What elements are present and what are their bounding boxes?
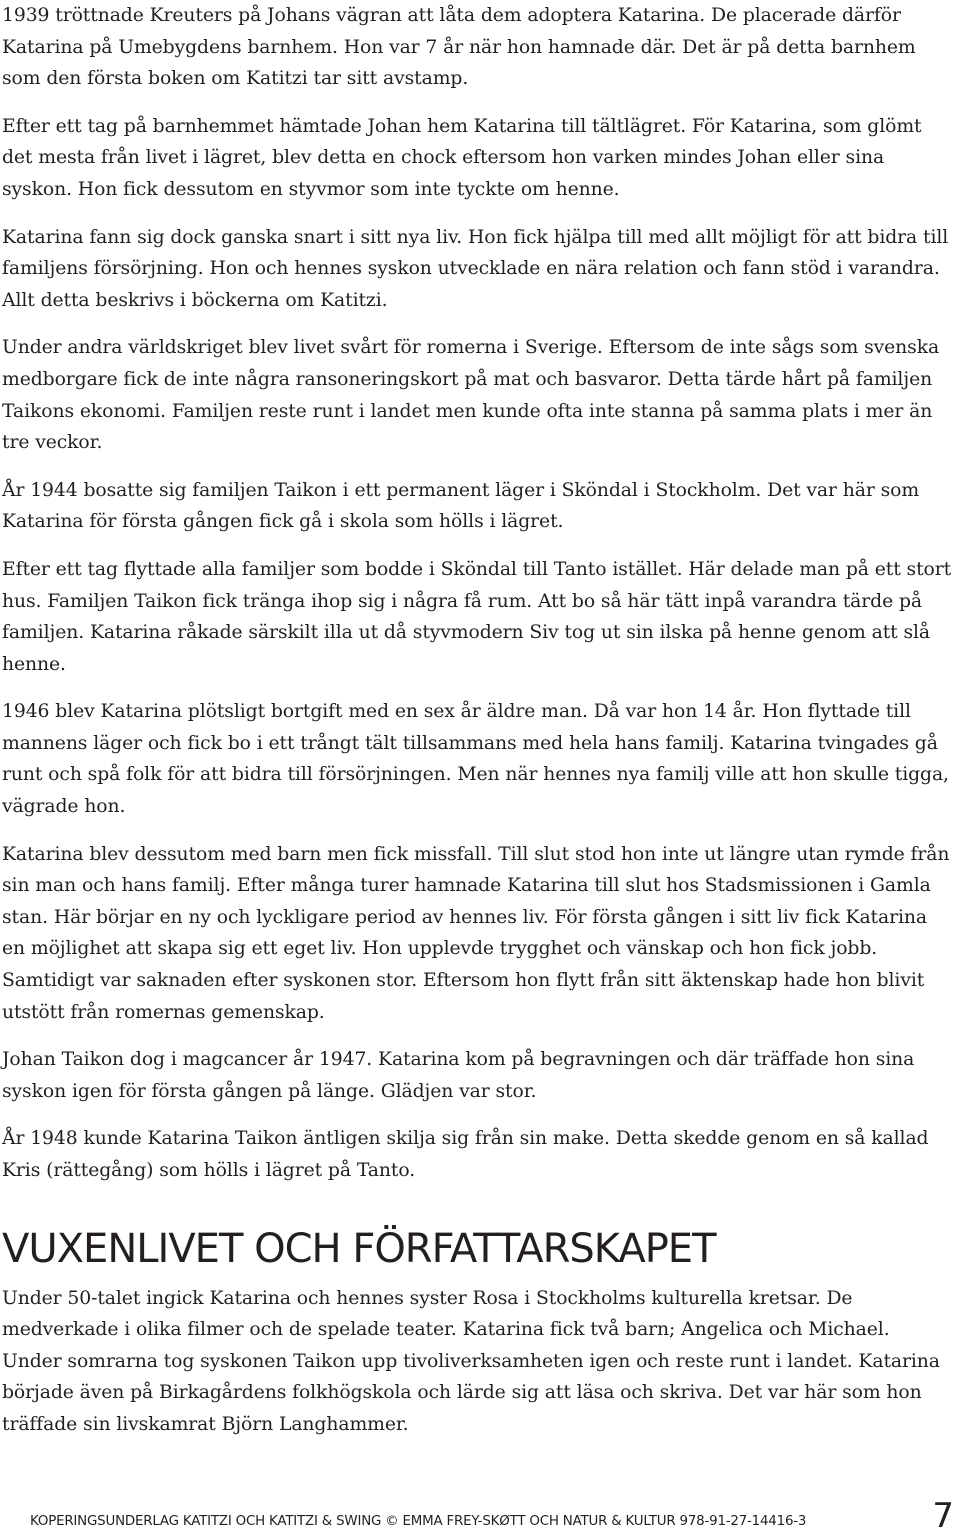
- paragraph: År 1944 bosatte sig familjen Taikon i ett permanent läger i Sköndal i Stockholm. Det var här som Katarina för första gången fick gå i skola som hölls i lägret.: [2, 479, 920, 533]
- paragraph: 1946 blev Katarina plötsligt bortgift med en sex år äldre man. Då var hon 14 år. Hon flyttade till mannens läger och fick bo i ett trångt tält tillsammans med hela hans familj. Katarina tvingades gå runt och spå folk för att bidra till försörjningen. Men när hennes nya familj ville att hon skulle tigga, vägrade hon.: [2, 701, 949, 818]
- paragraph: År 1948 kunde Katarina Taikon äntligen skilja sig från sin make. Detta skedde genom en så kallad Kris (rättegång) som hölls i lägret på Tanto.: [2, 1128, 929, 1181]
- paragraph: 1939 tröttnade Kreuters på Johans vägran att låta dem adoptera Katarina. De placerade därför Katarina på Umebygdens barnhem. Hon var 7 år när hon hamnade där. Det är på detta barnhem som den första boken om Katitzi tar sitt avstamp.: [2, 5, 916, 90]
- section-heading: VUXENLIVET OCH FÖRFATTARSKAPET: [2, 1225, 716, 1272]
- page-footer: KOPERINGSUNDERLAG KATITZI OCH KATITZI & SWING © EMMA FREY-SKØTT OCH NATUR & KULTUR 978-91-27-14416-3: [30, 1514, 807, 1529]
- page-number: 7: [932, 1496, 954, 1536]
- paragraph: Efter ett tag flyttade alla familjer som bodde i Sköndal till Tanto istället. Här delade man på ett stort hus. Familjen Taikon fick tränga ihop sig i några få rum. Att bo så här tätt inpå varandra tärde på familjen. Katarina råkade särskilt illa ut då styvmodern Siv tog ut sin ilska på henne genom att slå henne.: [2, 558, 952, 675]
- paragraph: Katarina blev dessutom med barn men fick missfall. Till slut stod hon inte ut längre utan rymde från sin man och hans familj. Efter många turer hamnade Katarina till slut hos Stadsmissionen i Gamla stan. Här börjar en ny och lyckligare period av hennes liv. För första gången i sitt liv fick Katarina en möjlighet att skapa sig ett eget liv. Hon upplevde trygghet och vänskap och hon fick jobb. Samtidigt var saknaden efter syskonen stor. Eftersom hon flytt från sitt äktenskap hade hon blivit utstött från romernas gemenskap.: [2, 843, 950, 1023]
- paragraph: Efter ett tag på barnhemmet hämtade Johan hem Katarina till tältlägret. För Katarina, som glömt det mesta från livet i lägret, blev detta en chock eftersom hon varken mindes Johan eller sina syskon. Hon fick dessutom en styvmor som inte tyckte om henne.: [2, 115, 922, 200]
- section-adulthood: [2, 1227, 952, 1441]
- body-text: [2, 0, 952, 1457]
- paragraph: Under andra världskriget blev livet svårt för romerna i Sverige. Eftersom de inte sågs som svenska medborgare fick de inte några ransoneringskort på mat och basvaror. Detta tärde hårt på familjen Taikons ekonomi. Familjen reste runt i landet men kunde ofta inte stanna på samma plats i mer än tre veckor.: [2, 337, 940, 454]
- paragraph: Johan Taikon dog i magcancer år 1947. Katarina kom på begravningen och där träffade hon sina syskon igen för första gången på länge. Glädjen var stor.: [2, 1049, 915, 1102]
- paragraph: Katarina fann sig dock ganska snart i sitt nya liv. Hon fick hjälpa till med allt möjligt för att bidra till familjens försörjning. Hon och hennes syskon utvecklade en nära relation och fann stöd i varandra. Allt detta beskrivs i böckerna om Katitzi.: [2, 226, 949, 311]
- paragraph: Under 50-talet ingick Katarina och hennes syster Rosa i Stockholms kulturella kretsar. De medverkade i olika filmer och de spelade teater. Katarina fick två barn; Angelica och Michael. Under somrarna tog syskonen Taikon upp tivoliverksamheten igen och reste runt i landet. Katarina började även på Birkagårdens folkhögskola och lärde sig att läsa och skriva. Det var här som hon träffade sin livskamrat Björn Langhammer.: [2, 1287, 940, 1435]
